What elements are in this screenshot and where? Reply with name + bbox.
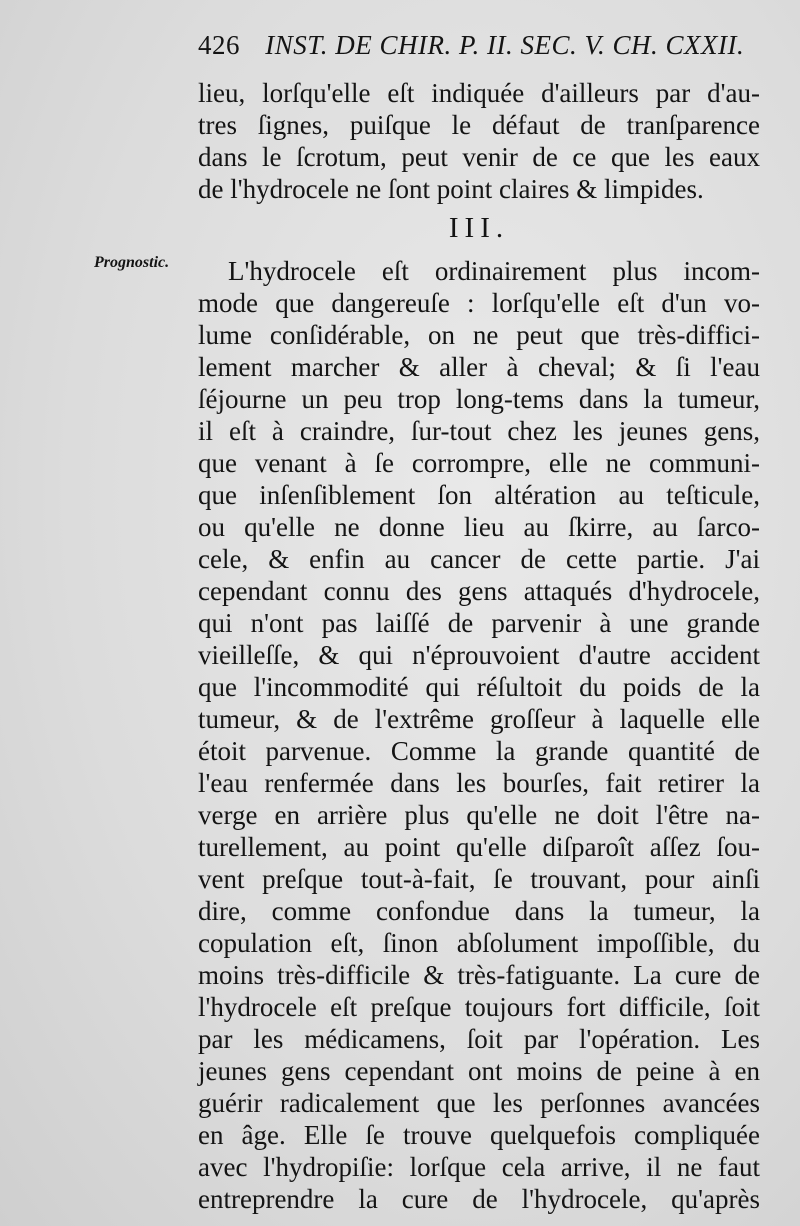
text-line: jeunes gens cependant ont moins de peine à en <box>198 1056 760 1086</box>
section-number: III. <box>448 212 510 244</box>
text-line: ſéjourne un peu trop long-tems dans la tumeur, <box>198 384 760 414</box>
text-line: avec l'hydropiſie: lorſque cela arrive, il ne faut <box>198 1152 760 1182</box>
text-line: entreprendre la cure de l'hydrocele, qu'après <box>198 1184 760 1214</box>
text-line: cependant connu des gens attaqués d'hydrocele, <box>198 576 760 606</box>
text-line: lume conſidérable, on ne peut que très-diffici- <box>198 320 760 350</box>
text-line: que l'incommodité qui réſultoit du poids de la <box>198 672 760 702</box>
text-line: copulation eſt, ſinon abſolument impoſſible, du <box>198 928 760 958</box>
text-line: l'hydrocele eſt preſque toujours fort difficile, ſoit <box>198 992 760 1022</box>
text-line: de l'hydrocele ne ſont point claires & limpides. <box>198 174 704 204</box>
text-line: turellement, au point qu'elle diſparoît aſſez ſou- <box>198 832 760 862</box>
running-head-title: INST. DE CHIR. P. II. SEC. V. CH. CXXII. <box>265 30 745 60</box>
text-line: mode que dangereuſe : lorſqu'elle eſt d'un vo- <box>198 288 760 318</box>
text-line: guérir radicalement que les perſonnes avancées <box>198 1088 760 1118</box>
running-head <box>198 30 744 61</box>
text-line: cele, & enfin au cancer de cette partie. J'ai <box>198 544 760 574</box>
page-number: 426 <box>198 30 240 60</box>
text-line: vieilleſſe, & qui n'éprouvoient d'autre accident <box>198 640 760 670</box>
text-line: L'hydrocele eſt ordinairement plus incom- <box>228 256 760 286</box>
text-line: lieu, lorſqu'elle eſt indiquée d'ailleurs par d'au- <box>198 78 760 108</box>
text-line: étoit parvenue. Comme la grande quantité de <box>198 736 760 766</box>
text-line: verge en arrière plus qu'elle ne doit l'être na- <box>198 800 760 830</box>
text-line: en âge. Elle ſe trouve quelquefois compliquée <box>198 1120 760 1150</box>
text-line: par les médicamens, ſoit par l'opération. Les <box>198 1024 760 1054</box>
text-line: moins très-difficile & très-fatiguante. La cure de <box>198 960 760 990</box>
text-line: lement marcher & aller à cheval; & ſi l'eau <box>198 352 760 382</box>
text-line: que venant à ſe corrompre, elle ne communi- <box>198 448 760 478</box>
text-line: tres ſignes, puiſque le défaut de tranſparence <box>198 110 760 140</box>
text-line: tumeur, & de l'extrême groſſeur à laquelle elle <box>198 704 760 734</box>
text-line: dire, comme confondue dans la tumeur, la <box>198 896 760 926</box>
text-line: dans le ſcrotum, peut venir de ce que les eaux <box>198 142 760 172</box>
text-line: l'eau renfermée dans les bourſes, fait retirer la <box>198 768 760 798</box>
text-line: que inſenſiblement ſon altération au teſticule, <box>198 480 760 510</box>
text-line: vent preſque tout-à-fait, ſe trouvant, pour ainſi <box>198 864 760 894</box>
margin-note: Prognostic. <box>94 254 170 271</box>
text-line: qui n'ont pas laiſſé de parvenir à une grande <box>198 608 760 638</box>
text-line: il eſt à craindre, ſur-tout chez les jeunes gens, <box>198 416 760 446</box>
text-line: ou qu'elle ne donne lieu au ſkirre, au ſarco- <box>198 512 760 542</box>
